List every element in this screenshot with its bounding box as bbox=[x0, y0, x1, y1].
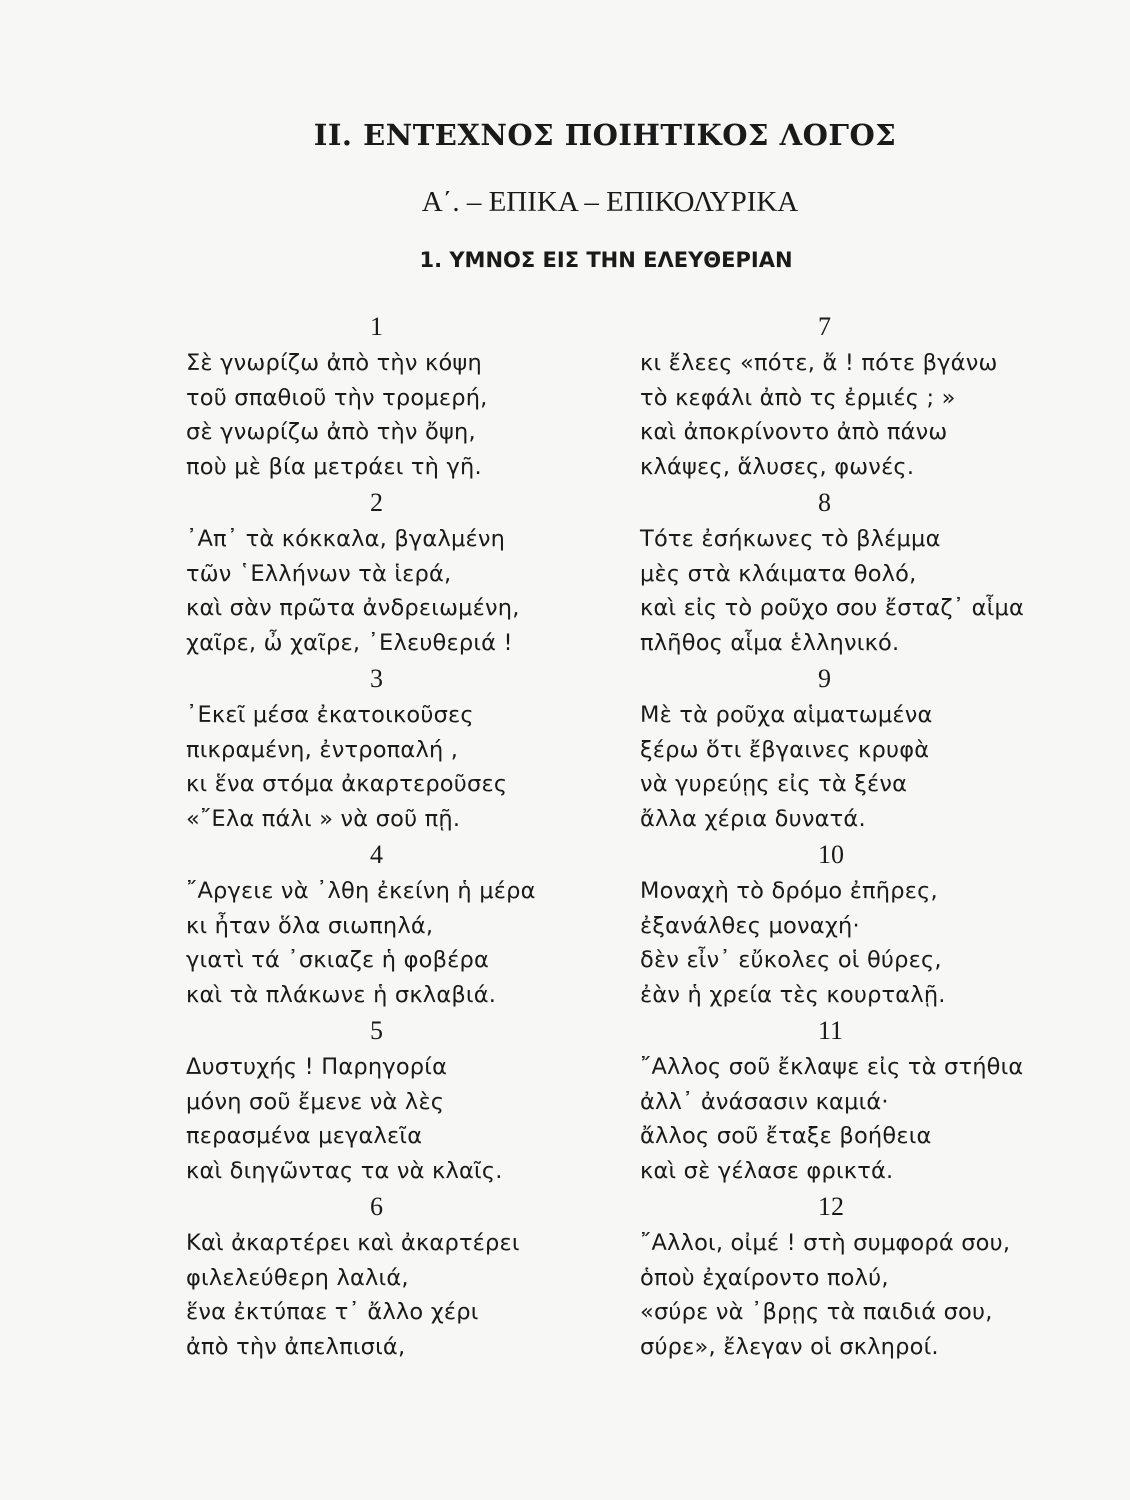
verse-line: ὁποὺ ἐχαίροντο πολύ, bbox=[640, 1264, 889, 1291]
stanza-number: 3 bbox=[370, 664, 383, 693]
stanza bbox=[640, 308, 1120, 484]
verse-line: ξέρω ὅτι ἔβγαινες κρυφὰ bbox=[640, 736, 930, 763]
verse-line: ἄλλα χέρια δυνατά. bbox=[640, 805, 866, 832]
stanza-number: 8 bbox=[818, 488, 831, 517]
verse-line: πλῆθος αἷμα ἑλληνικό. bbox=[640, 629, 900, 656]
section-title: II. ΕΝΤΕΧΝΟΣ ΠΟΙΗΤΙΚΟΣ ΛΟΓΟΣ bbox=[313, 118, 897, 152]
verse-line: Μοναχὴ τὸ δρόμο ἐπῆρες, bbox=[640, 878, 938, 904]
verse-line: ᾿Απ᾿ τὰ κόκκαλα, βγαλμένη bbox=[186, 526, 506, 552]
verse-line: περασμένα μεγαλεῖα bbox=[186, 1123, 423, 1149]
verse-line: καὶ σὰν πρῶτα ἀνδρειωμένη, bbox=[186, 595, 520, 621]
poem-title: 1. ΥΜΝΟΣ ΕΙΣ ΤΗΝ ΕΛΕΥΘΕΡΙΑΝ bbox=[419, 248, 793, 272]
stanza-number: 11 bbox=[818, 1016, 844, 1045]
verse-line: κι ἔλεες «πότε, ἄ ! πότε βγάνω bbox=[640, 350, 998, 376]
verse-line: καὶ διηγῶντας τα νὰ κλαῖς. bbox=[186, 1157, 503, 1184]
stanza bbox=[640, 836, 1120, 1012]
verse-line: «῎Ελα πάλι » νὰ σοῦ πῇ. bbox=[186, 805, 461, 832]
verse-line: ῎Αλλοι, οἰμέ ! στὴ συμφορά σου, bbox=[640, 1230, 1011, 1256]
verse-line: πικραμένη, ἐντροπαλή , bbox=[186, 736, 459, 763]
verse-line: ῎Αργειε νὰ ᾿λθη ἐκείνη ἡ μέρα bbox=[186, 878, 536, 904]
stanza bbox=[640, 1188, 1120, 1364]
verse-line: σύρε», ἔλεγαν οἱ σκληροί. bbox=[640, 1333, 939, 1360]
stanza bbox=[186, 484, 626, 660]
verse-line: νὰ γυρεύῃς εἰς τὰ ξένα bbox=[640, 771, 908, 797]
verse-line: «σύρε νὰ ᾿βρῃς τὰ παιδιά σου, bbox=[640, 1299, 993, 1325]
verse-line: ἀπὸ τὴν ἀπελπισιά, bbox=[186, 1333, 406, 1360]
verse-line: τοῦ σπαθιοῦ τὴν τρομερή, bbox=[186, 384, 488, 411]
verse-line: καὶ εἰς τὸ ροῦχο σου ἔσταζ᾿ αἷμα bbox=[640, 595, 1025, 621]
verse-line: γιατὶ τά ᾿σκιαζε ἡ φοβέρα bbox=[186, 947, 490, 973]
verse-line: ἐξανάλθες μοναχή· bbox=[640, 912, 860, 939]
verse-line: ἐὰν ἡ χρεία τὲς κουρταλῇ. bbox=[640, 981, 946, 1008]
verse-line: καὶ τὰ πλάκωνε ἡ σκλαβιά. bbox=[186, 981, 497, 1008]
stanza-number: 4 bbox=[370, 840, 383, 869]
stanza-number: 2 bbox=[370, 488, 383, 517]
stanza bbox=[186, 1012, 626, 1188]
verse-line: καὶ σὲ γέλασε φρικτά. bbox=[640, 1157, 894, 1184]
stanza bbox=[640, 484, 1120, 660]
stanza bbox=[186, 1188, 626, 1364]
stanza bbox=[186, 660, 626, 836]
verse-line: κι ἦταν ὅλα σιωπηλά, bbox=[186, 912, 434, 939]
verse-line: μὲς στὰ κλάιματα θολό, bbox=[640, 560, 917, 587]
stanza-number: 5 bbox=[370, 1016, 383, 1045]
stanza-number: 9 bbox=[818, 664, 831, 693]
verse-line: δὲν εἶν᾿ εὔκολες οἱ θύρες, bbox=[640, 947, 942, 973]
stanza-number: 10 bbox=[818, 840, 844, 869]
verse-line: Δυστυχής ! Παρηγορία bbox=[186, 1054, 448, 1080]
verse-line: τῶν ῾Ελλήνων τὰ ἱερά, bbox=[186, 560, 452, 587]
verse-line: κλάψες, ἅλυσες, φωνές. bbox=[640, 453, 915, 480]
verse-line: Τότε ἐσήκωνες τὸ βλέμμα bbox=[640, 526, 941, 552]
stanza bbox=[186, 836, 626, 1012]
verse-line: Σὲ γνωρίζω ἀπὸ τὴν κόψη bbox=[186, 350, 482, 376]
left-poem-column bbox=[186, 308, 626, 1364]
stanza-number: 7 bbox=[818, 312, 831, 341]
stanza bbox=[186, 308, 626, 484]
verse-line: ἀλλ᾿ ἀνάσασιν καμιά· bbox=[640, 1088, 889, 1115]
stanza bbox=[640, 1012, 1120, 1188]
verse-line: σὲ γνωρίζω ἀπὸ τὴν ὄψη, bbox=[186, 419, 476, 445]
verse-line: κι ἕνα στόμα ἀκαρτεροῦσες bbox=[186, 771, 508, 797]
verse-line: ᾿Εκεῖ μέσα ἐκατοικοῦσες bbox=[186, 702, 474, 728]
right-poem-column bbox=[640, 308, 1120, 1364]
stanza-number: 6 bbox=[370, 1192, 383, 1221]
verse-line: φιλελεύθερη λαλιά, bbox=[186, 1264, 409, 1291]
stanza-number: 12 bbox=[818, 1192, 844, 1221]
stanza bbox=[640, 660, 1120, 836]
verse-line: Μὲ τὰ ροῦχα αἱματωμένα bbox=[640, 702, 933, 728]
subsection-title: Α΄. – ΕΠΙΚΑ – ΕΠΙΚΟΛΥΡΙΚΑ bbox=[421, 186, 799, 218]
stanza-number: 1 bbox=[370, 312, 383, 341]
verse-line: καὶ ἀποκρίνοντο ἀπὸ πάνω bbox=[640, 419, 948, 445]
verse-line: ῎Αλλος σοῦ ἔκλαψε εἰς τὰ στήθια bbox=[640, 1054, 1024, 1080]
verse-line: χαῖρε, ὦ χαῖρε, ᾿Ελευθεριά ! bbox=[186, 629, 513, 656]
verse-line: ποὺ μὲ βία μετράει τὴ γῆ. bbox=[186, 453, 482, 480]
verse-line: ἕνα ἐκτύπαε τ᾿ ἄλλο χέρι bbox=[186, 1299, 479, 1325]
verse-line: τὸ κεφάλι ἀπὸ τς ἐρμιές ; » bbox=[640, 384, 956, 411]
verse-line: ἄλλος σοῦ ἔταξε βοήθεια bbox=[640, 1123, 932, 1149]
verse-line: Καὶ ἀκαρτέρει καὶ ἀκαρτέρει bbox=[186, 1230, 520, 1256]
verse-line: μόνη σοῦ ἔμενε νὰ λὲς bbox=[186, 1088, 445, 1115]
